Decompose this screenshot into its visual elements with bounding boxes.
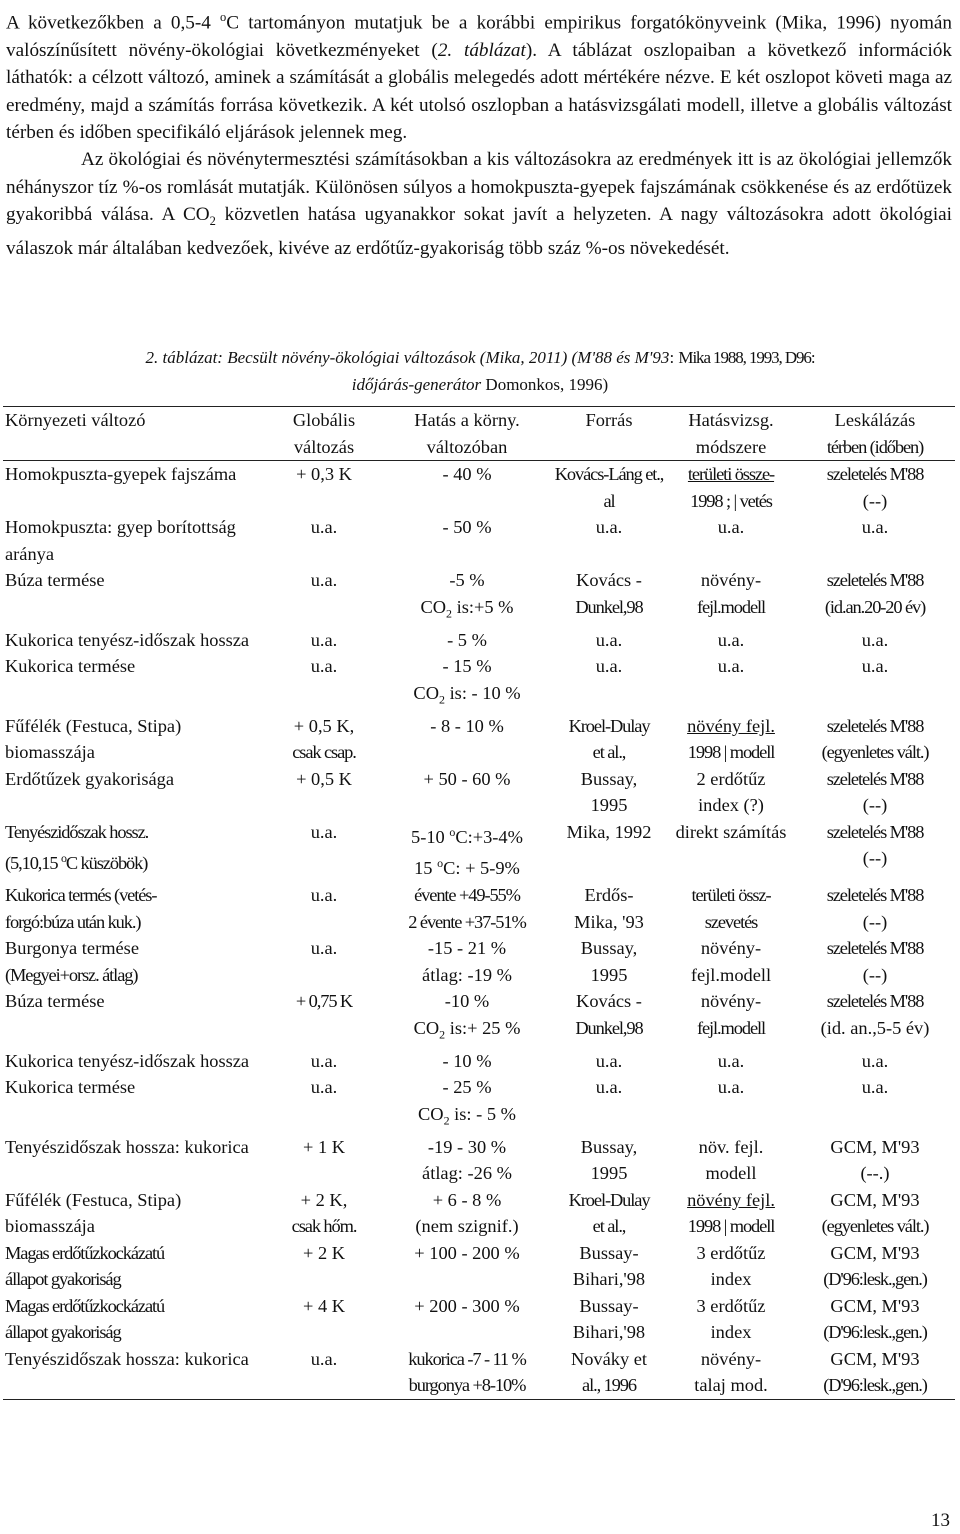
cell-global-change: + 4 K xyxy=(302,1295,346,1316)
cell-method: u.a. xyxy=(717,1050,745,1071)
caption-line-2: időjárás-generátor Domonkos, 1996) xyxy=(351,375,609,394)
cell-global-change: + 0,3 K xyxy=(296,464,352,484)
table-row xyxy=(3,882,955,935)
cell-global-change: u.a. xyxy=(310,885,338,906)
header-downscaling: Leskálázás térben (időben) xyxy=(826,410,924,457)
cell-variable: Tenyészidőszak hossza: kukorica xyxy=(5,1348,249,1369)
cell-source: Kroel-Dulay et al., xyxy=(568,1189,650,1237)
intro-paragraph-2: Az ökológiai és növénytermesztési számításokban a kis változásokra az eredmények itt is az ökológiai jellemzők néhányszor tíz %-os romlását mutatják. Különösen súlyos a homokpuszta-gyepek fajszámának csökkenése és az erdőtüzek gyakoribbá válása. A $CO_2$ közvetlen hatása ugyanakkor sokat javít a helyzeten. A nagy változásokra adott ökológiai válaszok már általában kedvezőek, kivéve az erdőtűz-gyakoriság több száz %-os növekedését. xyxy=(6,149,952,260)
cell-method: területi össze- 1998 ; | vetés xyxy=(687,464,775,511)
table-row xyxy=(3,653,955,713)
cell-downscaling: GCM, M'93 (D'96:lesk.,gen.) xyxy=(823,1242,927,1290)
table-row xyxy=(3,1134,955,1187)
cell-downscaling: GCM, M'93 (--.) xyxy=(830,1136,920,1184)
cell-method: 2 erdőtűz index (?) xyxy=(696,768,766,816)
cell-variable: Fűfélék (Festuca, Stipa) biomasszája xyxy=(5,1189,182,1237)
header-global-change: Globális változás xyxy=(292,410,356,457)
cell-method: növény- fejl.modell xyxy=(696,570,766,617)
cell-method: növény fejl. 1998 | modell xyxy=(687,1189,775,1237)
cell-global-change: u.a. xyxy=(310,938,338,959)
table-row xyxy=(3,1074,955,1134)
table-caption xyxy=(60,344,900,398)
cell-effect: - 10 % xyxy=(442,1050,492,1071)
cell-downscaling: u.a. xyxy=(861,1077,889,1098)
cell-source: Bussay, 1995 xyxy=(580,938,638,985)
cell-effect: - 40 % xyxy=(442,464,492,484)
cell-method: növ. fejl. modell xyxy=(698,1136,764,1184)
cell-variable: Kukorica termése xyxy=(5,656,136,677)
cell-source: Kroel-Dulay et al., xyxy=(568,715,650,763)
table-row xyxy=(3,1187,955,1240)
cell-variable: Magas erdőtűzkockázatú állapot gyakoriság xyxy=(5,1295,165,1343)
cell-source: Bussay, 1995 xyxy=(580,1136,638,1184)
cell-global-change: u.a. xyxy=(310,821,338,842)
cell-source: Mika, 1992 xyxy=(566,821,652,842)
page-number: 13 xyxy=(931,1510,950,1531)
data-table xyxy=(3,406,955,1400)
cell-global-change: u.a. xyxy=(310,1077,338,1098)
cell-effect: - 25 % $CO_2$ is: - 5 % xyxy=(418,1077,516,1128)
table-row xyxy=(3,819,955,882)
cell-effect: évente +49-55% 2 évente +37-51% xyxy=(408,885,526,932)
cell-variable: Kukorica termés (vetés- forgó:búza után kuk.) xyxy=(5,885,157,932)
cell-downscaling: szeletelés M'88 (egyenletes vált.) xyxy=(821,715,929,763)
cell-method: növény- fejl.modell xyxy=(696,991,766,1038)
table-row xyxy=(3,713,955,766)
cell-source: Nováky et al., 1996 xyxy=(570,1348,648,1396)
cell-method: u.a. xyxy=(717,517,745,537)
cell-downscaling: GCM, M'93 (D'96:lesk.,gen.) xyxy=(823,1348,927,1396)
cell-downscaling: GCM, M'93 (D'96:lesk.,gen.) xyxy=(823,1295,927,1343)
cell-source: Erdős- Mika, '93 xyxy=(574,885,644,932)
intro-text xyxy=(6,4,952,263)
cell-effect: + 100 - 200 % xyxy=(414,1242,520,1263)
cell-effect: - 50 % xyxy=(442,517,492,537)
cell-downscaling: u.a. xyxy=(861,1050,889,1071)
table-body xyxy=(3,461,955,1400)
intro-paragraph-1: A következőkben a 0,5-4 $^o$C tartományon mutatjuk be a korábbi empirikus forgatókönyveink (Mika, 1996) nyomán valószínűsített növény-ökológiai következményeket (2. táblázat). A táblázat oszlopaiban a következő információk láthatók: a célzott változó, aminek a számítását a globális melegedés adott mértékére nézve. E két oszlopot követi maga az eredmény, majd a számítás forrása következik. A két utolsó oszlopban a hatásvizsgálati modell, illetve a globális változást térben és időben specifikáló eljárások jelennek meg. xyxy=(6,10,952,144)
cell-downscaling: szeletelés M'88 (--) xyxy=(826,464,924,511)
cell-global-change: + 1 K xyxy=(302,1136,346,1157)
cell-method: 3 erdőtűz index xyxy=(696,1242,766,1290)
cell-variable: Búza termése xyxy=(5,570,105,590)
table-row xyxy=(3,1346,955,1400)
cell-effect: kukorica -7 - 11 % burgonya +8-10% xyxy=(408,1348,526,1396)
cell-source: u.a. xyxy=(595,656,623,677)
table-row xyxy=(3,766,955,819)
table-row xyxy=(3,567,955,627)
cell-effect: -10 % $CO_2$ is:+ 25 % xyxy=(413,991,521,1042)
cell-variable: Burgonya termése (Megyei+orsz. átlag) xyxy=(5,938,139,985)
cell-source: u.a. xyxy=(595,1077,623,1098)
cell-variable: Homokpuszta: gyep borítottság aránya xyxy=(5,517,236,564)
header-effect: Hatás a körny. változóban xyxy=(414,410,520,457)
cell-global-change: + 2 K, csak hőm. xyxy=(291,1189,357,1237)
cell-effect: -5 % $CO_2$ is:+5 % xyxy=(420,570,514,621)
header-variable: Környezeti változó xyxy=(5,410,146,430)
cell-effect: -19 - 30 % átlag: -26 % xyxy=(422,1136,512,1184)
cell-downscaling: szeletelés M'88 (id. an.,5-5 év) xyxy=(820,991,930,1038)
cell-downscaling: szeletelés M'88 (--) xyxy=(826,768,924,816)
table-header-row xyxy=(3,407,955,461)
cell-source: Kovács-Láng et., al xyxy=(554,464,664,511)
cell-downscaling: GCM, M'93 (egyenletes vált.) xyxy=(821,1189,929,1237)
cell-effect: - 15 % $CO_2$ is: - 10 % xyxy=(413,656,521,707)
cell-variable: Tenyészidőszak hossz. (5,10,15 $^o$C küszöbök) xyxy=(5,821,149,874)
table-row xyxy=(3,1293,955,1346)
cell-method: területi össz- szevetés xyxy=(691,885,771,932)
cell-global-change: u.a. xyxy=(310,1348,338,1369)
cell-global-change: + 2 K xyxy=(302,1242,346,1263)
cell-source: Kovács - Dunkel,98 xyxy=(575,991,643,1038)
cell-variable: Kukorica tenyész-időszak hossza xyxy=(5,1050,250,1071)
cell-downscaling: u.a. xyxy=(861,517,889,537)
cell-source: u.a. xyxy=(595,517,623,537)
table-row xyxy=(3,1240,955,1293)
cell-method: direkt számítás xyxy=(675,821,787,842)
cell-source: u.a. xyxy=(595,629,623,650)
cell-effect: + 6 - 8 % (nem szignif.) xyxy=(415,1189,519,1237)
cell-effect: 5-10 $^o$C:+3-4% 15 $^o$C: + 5-9% xyxy=(411,824,523,879)
cell-variable: Erdőtűzek gyakorisága xyxy=(5,768,175,789)
cell-method: növény fejl. 1998 | modell xyxy=(687,715,775,763)
cell-global-change: u.a. xyxy=(310,570,338,590)
cell-downscaling: szeletelés M'88 (--) xyxy=(826,885,924,932)
cell-effect: + 50 - 60 % xyxy=(423,768,511,789)
cell-global-change: u.a. xyxy=(310,656,338,677)
cell-method: u.a. xyxy=(717,656,745,677)
cell-source: Bussay- Bihari,'98 xyxy=(572,1242,646,1290)
cell-global-change: + 0,5 K, csak csap. xyxy=(292,715,356,763)
cell-variable: Búza termése xyxy=(5,991,105,1012)
cell-variable: Fűfélék (Festuca, Stipa) biomasszája xyxy=(5,715,182,763)
header-method: Hatásvizsg. módszere xyxy=(688,410,774,457)
cell-effect: - 5 % xyxy=(447,629,487,650)
header-source: Forrás xyxy=(585,410,633,430)
cell-method: növény- fejl.modell xyxy=(690,938,772,985)
table-row xyxy=(3,627,955,654)
cell-downscaling: szeletelés M'88 (--) xyxy=(826,821,924,869)
cell-source: Bussay- Bihari,'98 xyxy=(572,1295,646,1343)
cell-variable: Magas erdőtűzkockázatú állapot gyakoriság xyxy=(5,1242,165,1290)
cell-method: u.a. xyxy=(717,1077,745,1098)
cell-variable: Kukorica termése xyxy=(5,1077,136,1098)
cell-global-change: u.a. xyxy=(310,629,338,650)
cell-downscaling: u.a. xyxy=(861,629,889,650)
table-row xyxy=(3,935,955,988)
cell-method: u.a. xyxy=(717,629,745,650)
table-header xyxy=(3,407,955,461)
cell-effect: + 200 - 300 % xyxy=(414,1295,520,1316)
table-row xyxy=(3,1048,955,1075)
table-row xyxy=(3,461,955,515)
cell-downscaling: szeletelés M'88 (--) xyxy=(826,938,924,985)
cell-method: növény- talaj mod. xyxy=(694,1348,768,1396)
caption-line-1: 2. táblázat: Becsült növény-ökológiai változások (Mika, 2011) (M'88 és M'93: Mika 1988, 1993, D96: xyxy=(145,348,815,367)
cell-variable: Kukorica tenyész-időszak hossza xyxy=(5,629,250,650)
cell-variable: Homokpuszta-gyepek fajszáma xyxy=(5,464,237,484)
cell-source: Bussay, 1995 xyxy=(580,768,638,816)
cell-global-change: + 0,75 K xyxy=(295,991,353,1012)
cell-effect: -15 - 21 % átlag: -19 % xyxy=(422,938,512,985)
cell-downscaling: u.a. xyxy=(861,656,889,677)
cell-global-change: u.a. xyxy=(310,1050,338,1071)
cell-source: u.a. xyxy=(595,1050,623,1071)
cell-source: Kovács - Dunkel,98 xyxy=(575,570,643,617)
table-row xyxy=(3,988,955,1048)
cell-global-change: + 0,5 K xyxy=(296,768,352,789)
table-row xyxy=(3,514,955,567)
cell-effect: - 8 - 10 % xyxy=(430,715,504,736)
cell-variable: Tenyészidőszak hossza: kukorica xyxy=(5,1136,249,1157)
cell-method: 3 erdőtűz index xyxy=(696,1295,766,1343)
cell-global-change: u.a. xyxy=(310,517,338,537)
cell-downscaling: szeletelés M'88 (id.an.20-20 év) xyxy=(824,570,926,617)
